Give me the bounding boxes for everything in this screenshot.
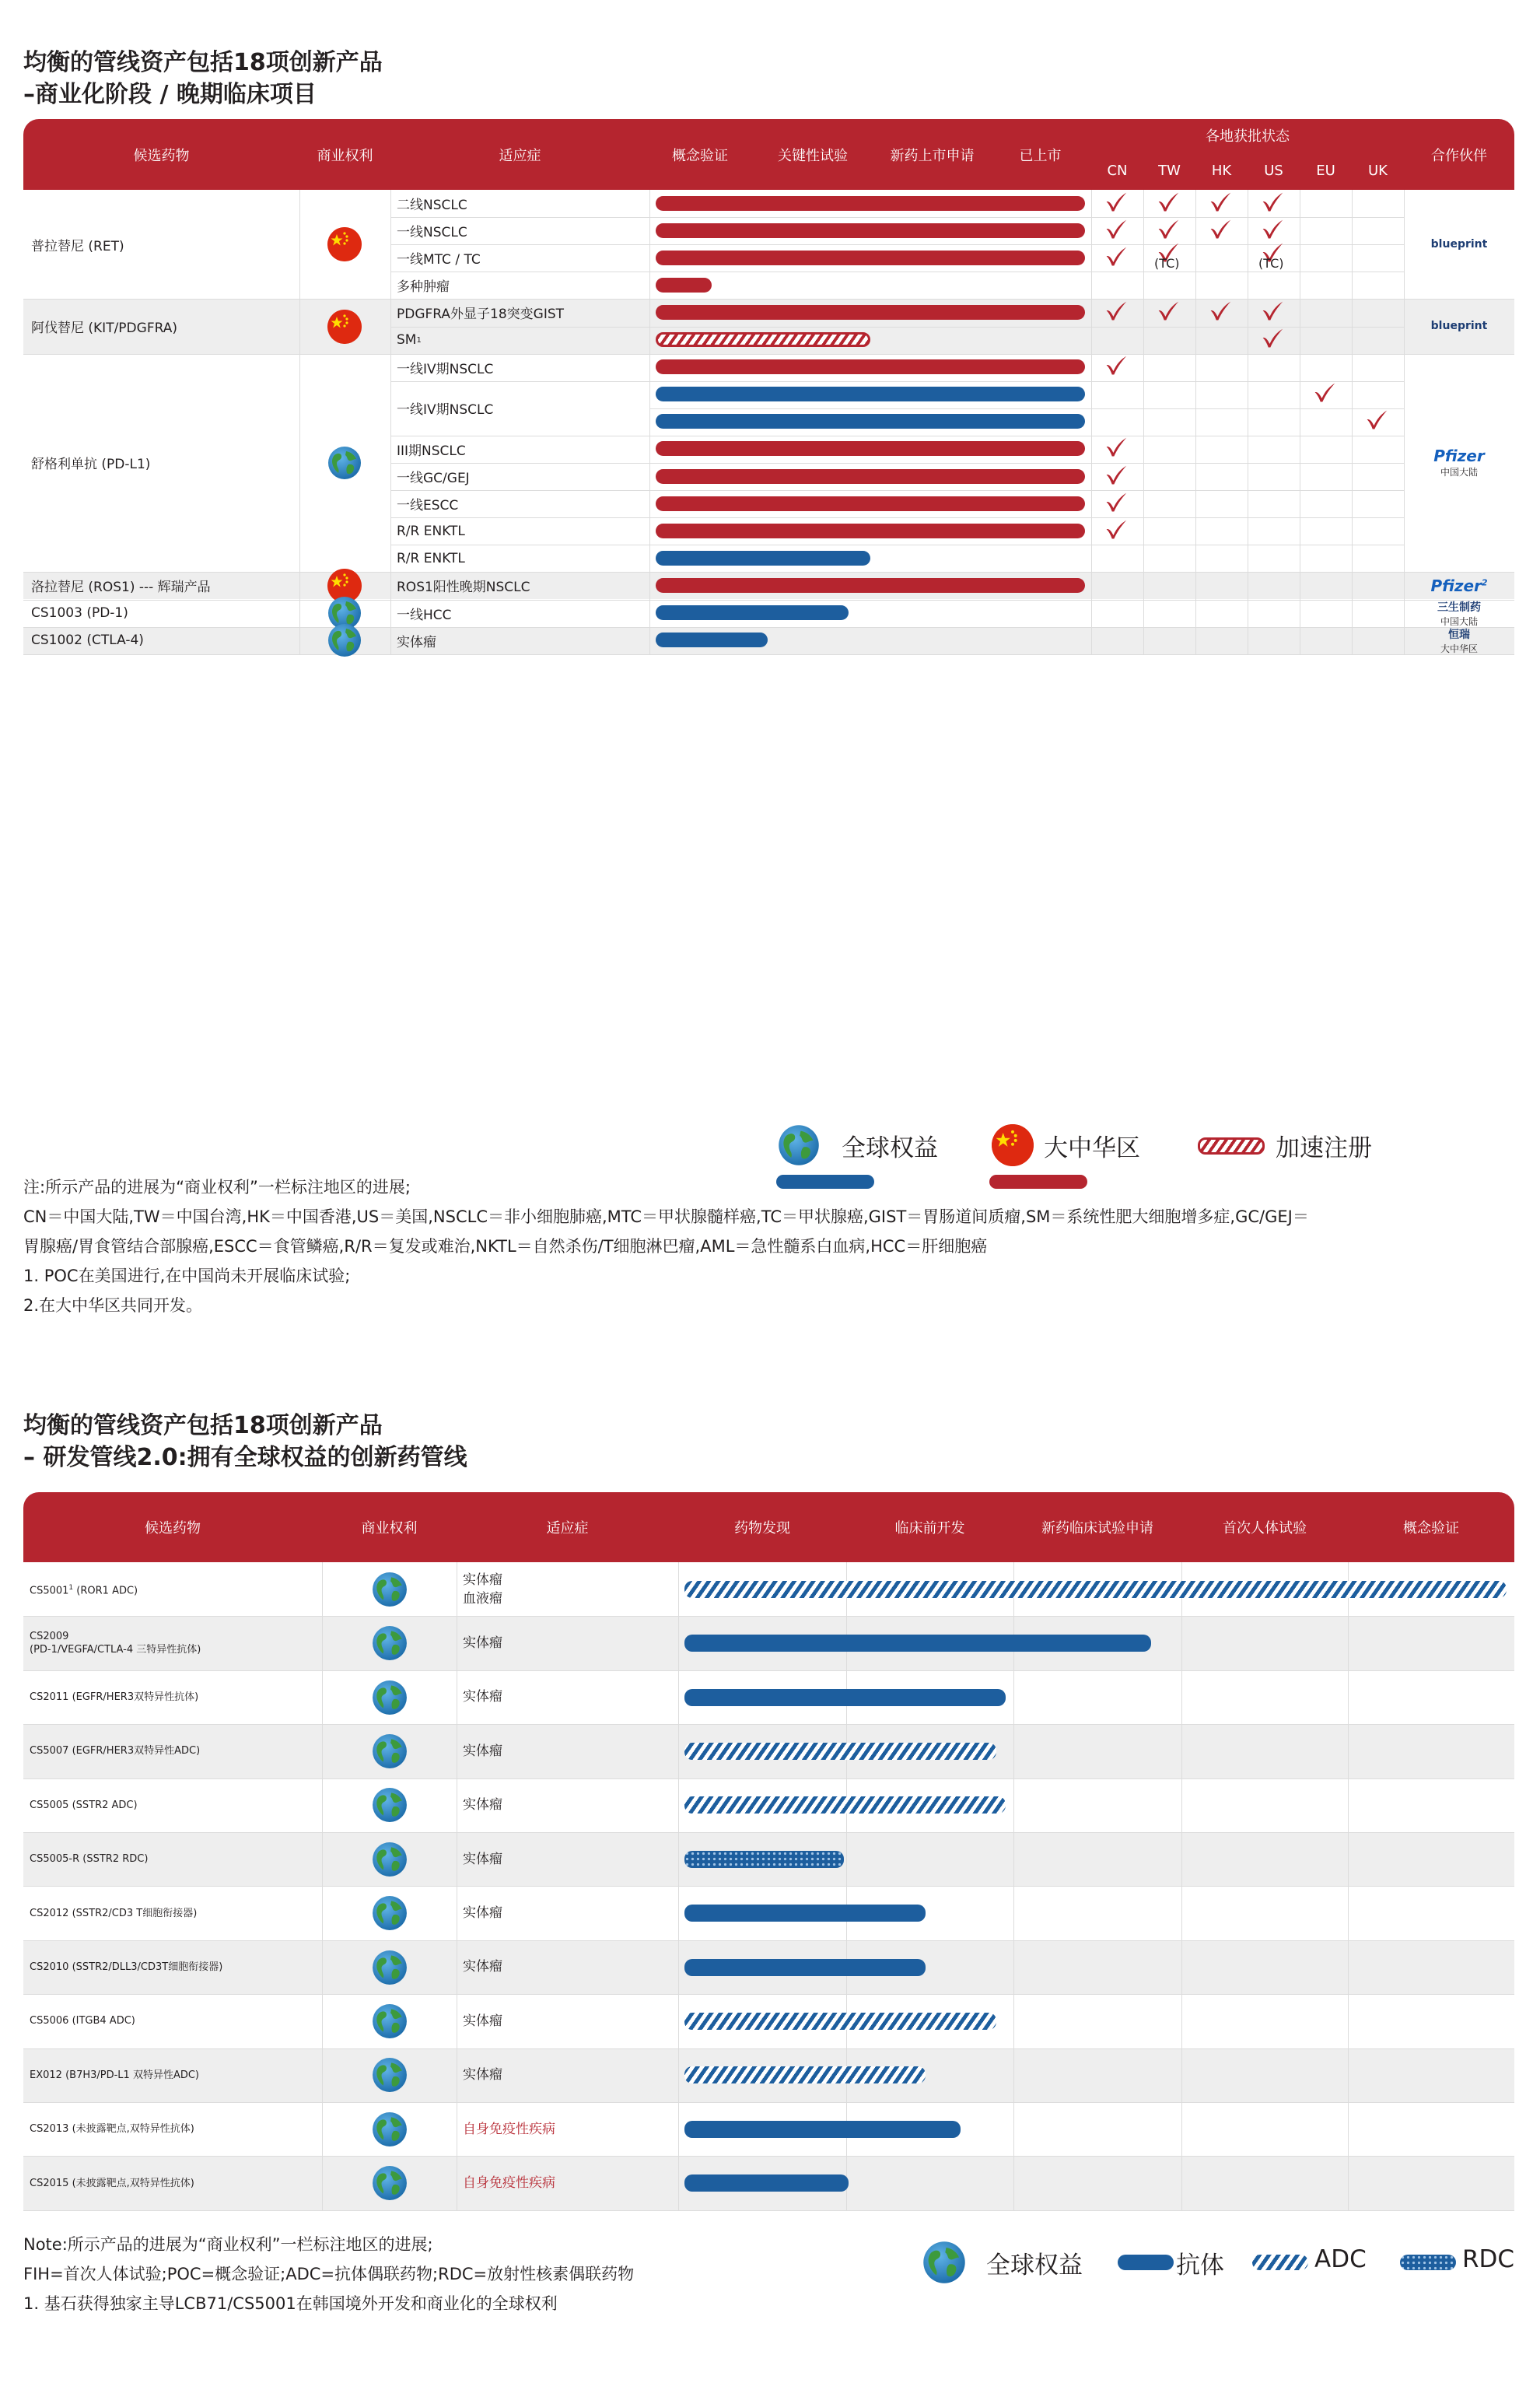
legend2-global-label: 全球权益 [986, 2252, 1083, 2280]
drug-name: 舒格利单抗 (PD-L1) [31, 457, 151, 473]
header2-rights: 商业权利 [361, 1520, 418, 1537]
drug-name-text [30, 2069, 199, 2082]
drug-target: (EGFR/HER3双特异性抗体) [72, 1691, 199, 1703]
grid-vline [1195, 190, 1196, 654]
progress-bar [656, 469, 1085, 484]
section1-title-line1: 均衡的管线资产包括18项创新产品 [23, 49, 383, 76]
progress-bar [684, 2013, 996, 2030]
indication-line: 实体瘤 [463, 2067, 502, 2083]
partner-name: blueprint [1430, 238, 1488, 251]
drug-code: CS5006 [30, 2015, 69, 2027]
approval-check-icon [1260, 218, 1285, 241]
note1-line3: 胃腺癌/胃食管结合部腺癌,ESCC＝食管鳞癌,R/R＝复发或难治,NKTL＝自然杀伤/T细胞淋巴瘤,AML＝急性髓系白血病,HCC＝肝细胞癌 [23, 1237, 988, 1256]
section2-title-line2: – 研发管线2.0:拥有全球权益的创新药管线 [23, 1444, 467, 1471]
header2-preclinical: 临床前开发 [894, 1520, 965, 1537]
indication-line: 实体瘤 [463, 2013, 502, 2029]
drug-name: CS1003 (PD-1) [31, 605, 128, 622]
drug-target: (SSTR2/CD3 T细胞衔接器) [72, 1907, 198, 1919]
header2-fih: 首次人体试验 [1223, 1520, 1307, 1537]
progress-bar [656, 359, 1085, 374]
drug-code: CS5007 [30, 1745, 69, 1757]
grid-hline [23, 654, 1514, 655]
indication-label [463, 2156, 555, 2210]
globe-icon [372, 1733, 408, 1769]
grid-vline [1091, 190, 1092, 654]
drug-target: (ITGB4 ADC) [72, 2015, 135, 2027]
indication-label: 多种肿瘤 [397, 279, 450, 296]
grid-vline [390, 190, 391, 654]
drug-name: 阿伐替尼 (KIT/PDGFRA) [31, 320, 177, 336]
indication-footnote: 1 [416, 335, 422, 345]
indication-label [463, 1994, 502, 2048]
header-drug: 候选药物 [133, 147, 190, 164]
drug-code: CS2013 [30, 2123, 69, 2136]
approval-check-icon [1364, 408, 1389, 432]
drug-name [30, 1670, 317, 1724]
progress-bar [656, 196, 1085, 211]
legend1-global-bar [776, 1175, 874, 1189]
drug-target: (EGFR/HER3双特异性ADC) [72, 1745, 201, 1757]
indication-label: 一线ESCC [397, 498, 459, 514]
progress-bar [684, 1796, 1006, 1814]
approval-check-icon [1260, 191, 1285, 214]
header-region-us: US [1264, 163, 1283, 179]
legend1-accelerated-label: 加速注册 [1276, 1134, 1372, 1162]
drug-name: CS1002 (CTLA-4) [31, 633, 144, 649]
partner-logo [1404, 299, 1514, 353]
drug-name [30, 2102, 317, 2156]
drug-name [30, 1994, 317, 2048]
indication-label [463, 1616, 502, 1670]
drug-target: (PD-1/VEGFA/CTLA-4 三特异性抗体) [30, 1644, 201, 1656]
indication-label: 二线NSCLC [397, 198, 467, 214]
legend2-rdc-label: RDC [1462, 2245, 1515, 2273]
grid-hline [649, 408, 1404, 409]
grid-vline [1143, 190, 1144, 654]
globe-icon [327, 623, 362, 657]
drug-name-text [30, 2177, 194, 2190]
indication-line: 实体瘤 [463, 1635, 502, 1652]
header2-ind: 新药临床试验申请 [1041, 1520, 1153, 1537]
section1-title-line2: –商业化阶段 / 晚期临床项目 [23, 81, 317, 108]
drug-code: EX012 [30, 2069, 62, 2081]
partner-name: Pfizer [1433, 447, 1485, 466]
grid-hline [390, 517, 1404, 518]
drug-name-text [30, 2014, 135, 2027]
drug-code: CS2011 [30, 1691, 69, 1703]
note2-line1: Note:所示产品的进展为“商业权利”一栏标注地区的进展; [23, 2235, 433, 2254]
header-poc: 概念验证 [672, 147, 728, 164]
progress-bar [656, 605, 849, 620]
partner-logo [1404, 572, 1514, 599]
drug-footnote: 1 [68, 1583, 74, 1592]
drug-name [30, 1616, 317, 1670]
grid-hline [390, 217, 1404, 218]
approval-check-icon [1104, 191, 1129, 214]
approval-check-icon [1208, 300, 1233, 323]
drug-name-text [30, 1961, 222, 1974]
drug-target: (SSTR2 RDC) [82, 1853, 149, 1866]
indication-label [463, 1724, 502, 1778]
header-approval-status: 各地获批状态 [1206, 128, 1290, 145]
section2-title-line1: 均衡的管线资产包括18项创新产品 [23, 1412, 383, 1439]
partner-logo [1404, 190, 1514, 299]
indication-label [463, 2102, 555, 2156]
indication-label: 实体瘤 [397, 634, 436, 650]
globe-icon [372, 1680, 408, 1715]
progress-bar [656, 305, 1085, 320]
section2-title [23, 1410, 467, 1474]
progress-bar [656, 251, 1085, 265]
grid-vline [299, 190, 300, 654]
legend2-rdc-bar [1400, 2255, 1456, 2270]
approval-check-icon [1104, 464, 1129, 487]
grid-hline [390, 463, 1404, 464]
partner-region: 中国大陆 [1440, 467, 1478, 478]
china-flag-icon [327, 310, 362, 344]
drug-name [30, 1832, 317, 1886]
header2-poc: 概念验证 [1403, 1520, 1459, 1537]
progress-bar [656, 223, 1085, 238]
legend1-global-label: 全球权益 [842, 1134, 938, 1162]
partner-name: Pfizer$^2$ [1430, 576, 1488, 595]
legend1-china-bar [989, 1175, 1087, 1189]
globe-icon [372, 1950, 408, 1985]
indication-line: 实体瘤 [463, 1959, 502, 1975]
partner-region: 中国大陆 [1440, 615, 1478, 627]
header2-indication: 适应症 [546, 1520, 589, 1537]
progress-bar [684, 1635, 1151, 1652]
indication-label: 一线HCC [397, 607, 452, 623]
drug-code: CS5005 [30, 1799, 69, 1811]
header-rights: 商业权利 [317, 147, 373, 164]
legend1-accelerated-bar [1198, 1137, 1265, 1155]
drug-name-text [30, 1582, 138, 1597]
approval-check-icon [1104, 491, 1129, 514]
partner-logo [1404, 627, 1514, 654]
grid-hline [390, 381, 1404, 382]
indication-label: SM 1 [397, 332, 422, 349]
drug-name-text [30, 1691, 198, 1704]
partner-name: blueprint [1430, 320, 1488, 333]
indication-line: 实体瘤 [463, 1851, 502, 1867]
indication-line: 实体瘤 [463, 1905, 502, 1922]
approval-check-icon [1156, 218, 1181, 241]
globe-icon [372, 2057, 408, 2093]
drug-code: CS5001 [30, 1584, 69, 1596]
drug-name-text [30, 1630, 201, 1656]
indication-label [463, 1940, 502, 1994]
drug-name [30, 1778, 317, 1832]
progress-bar [656, 414, 1085, 429]
drug-name [30, 2048, 317, 2102]
table1-header [23, 119, 1514, 190]
drug-target: (ROR1 ADC) [76, 1584, 138, 1596]
header-region-cn: CN [1107, 163, 1128, 179]
approval-tc-note: (TC) [1258, 256, 1284, 272]
header2-discovery: 药物发现 [734, 1520, 790, 1537]
drug-name [30, 2156, 317, 2210]
grid-vline [649, 190, 650, 654]
progress-bar [684, 1689, 1006, 1706]
indication-line: 实体瘤 [463, 1689, 502, 1705]
note1-line1: 注:所示产品的进展为“商业权利”一栏标注地区的进展; [23, 1178, 411, 1197]
progress-bar [684, 2174, 849, 2192]
globe-icon [372, 1787, 408, 1823]
drug-code: CS2010 [30, 1961, 69, 1973]
indication-label: 一线MTC / TC [397, 252, 481, 268]
globe-icon [327, 446, 362, 480]
drug-code: CS2015 [30, 2177, 69, 2189]
legend2-globe-icon [922, 2241, 966, 2284]
grid-hline [390, 327, 1404, 328]
drug-name-text [30, 1744, 200, 1757]
drug-name-text [30, 2122, 194, 2136]
rd-pipeline-table [23, 1492, 1514, 2211]
indication-label [463, 1778, 502, 1832]
header-region-uk: UK [1368, 163, 1388, 179]
approval-check-icon [1156, 191, 1181, 214]
header-launched: 已上市 [1019, 147, 1062, 164]
globe-icon [372, 2165, 408, 2201]
drug-target: (未披露靶点,双特异性抗体) [72, 2177, 194, 2189]
progress-bar [656, 633, 768, 647]
note1-line2: CN＝中国大陆,TW＝中国台湾,HK＝中国香港,US＝美国,NSCLC＝非小细胞肺癌,MTC＝甲状腺髓样癌,TC＝甲状腺癌,GIST＝胃肠道间质瘤,SM＝系统性肥大细胞增多症,GC/GEJ＝ [23, 1207, 1309, 1226]
approval-check-icon [1208, 218, 1233, 241]
grid-vline [1352, 190, 1353, 654]
legend2-adc-label: ADC [1314, 2245, 1367, 2273]
note1-line5: 2.在大中华区共同开发。 [23, 1296, 203, 1315]
partner-logo [1404, 600, 1514, 627]
indication-line: 实体瘤 [463, 1743, 502, 1759]
indication-label: ROS1阳性晚期NSCLC [397, 580, 530, 596]
header-region-tw: TW [1158, 163, 1181, 179]
approval-check-icon [1104, 354, 1129, 377]
drug-code: CS2012 [30, 1907, 69, 1919]
approval-check-icon [1104, 436, 1129, 459]
grid-hline [390, 244, 1404, 245]
header2-drug: 候选药物 [145, 1520, 201, 1537]
progress-bar [656, 578, 1085, 593]
drug-code: CS5005-R [30, 1853, 80, 1866]
drug-name: 普拉替尼 (RET) [31, 238, 124, 254]
drug-name [30, 1724, 317, 1778]
progress-bar [656, 551, 870, 566]
progress-bar [656, 332, 870, 347]
legend1-globe-icon [778, 1124, 820, 1166]
drug-name: 洛拉替尼 (ROS1) --- 辉瑞产品 [31, 580, 211, 596]
grid-hline [390, 490, 1404, 491]
indication-label: 一线IV期NSCLC [397, 402, 494, 419]
progress-bar [656, 524, 1085, 538]
drug-target: (B7H3/PD-L1 双特异性ADC) [65, 2069, 200, 2081]
partner-name: 三生制药 [1437, 601, 1481, 614]
progress-bar [656, 278, 712, 293]
drug-name-text [30, 1907, 197, 1920]
legend2-antibody-bar [1118, 2255, 1174, 2270]
header-partner: 合作伙伴 [1431, 147, 1487, 164]
indication-label [463, 1886, 502, 1940]
approval-check-icon [1104, 518, 1129, 541]
drug-target: (SSTR2/DLL3/CD3T细胞衔接器) [72, 1961, 223, 1973]
progress-bar [684, 1905, 926, 1922]
indication-label: PDGFRA外显子18突变GIST [397, 307, 565, 323]
progress-bar [684, 1581, 1507, 1598]
globe-icon [372, 2111, 408, 2147]
approval-check-icon [1208, 191, 1233, 214]
approval-check-icon [1156, 300, 1181, 323]
note2-line2: FIH=首次人体试验;POC=概念验证;ADC=抗体偶联药物;RDC=放射性核素偶联药物 [23, 2265, 635, 2283]
indication-line: 自身免疫性疾病 [463, 2121, 555, 2137]
section1-title [23, 47, 383, 110]
progress-bar [656, 441, 1085, 456]
partner-logo [1404, 354, 1514, 573]
legend2-adc-bar [1252, 2255, 1308, 2270]
partner-region: 大中华区 [1440, 643, 1478, 654]
globe-icon [372, 1625, 408, 1661]
approval-check-icon [1104, 245, 1129, 268]
progress-bar [684, 1851, 844, 1868]
approval-tc-note: (TC) [1154, 256, 1180, 272]
late-stage-pipeline-table [23, 119, 1514, 1103]
indication-label: 一线NSCLC [397, 225, 467, 241]
indication-line: 自身免疫性疾病 [463, 2175, 555, 2192]
indication-line: 实体瘤 [463, 1572, 502, 1588]
header-indication: 适应症 [499, 147, 541, 164]
progress-bar [684, 1959, 926, 1976]
drug-target: (未披露靶点,双特异性抗体) [72, 2123, 194, 2136]
indication-label: III期NSCLC [397, 443, 466, 459]
indication-label [463, 1670, 502, 1724]
legend1-china-flag-icon [992, 1124, 1034, 1166]
progress-bar [656, 387, 1085, 401]
approval-check-icon [1312, 381, 1337, 405]
progress-bar [684, 2066, 926, 2083]
drug-name [30, 1562, 317, 1616]
grid-hline [23, 2210, 1514, 2211]
legend2-antibody-label: 抗体 [1176, 2252, 1224, 2280]
drug-code: CS2009 [30, 1631, 69, 1643]
legend1-china-label: 大中华区 [1044, 1134, 1140, 1162]
partner-footnote: 2 [1481, 577, 1488, 588]
globe-icon [372, 1572, 408, 1607]
header-region-eu: EU [1316, 163, 1335, 179]
indication-label [463, 1832, 502, 1886]
indication-label [463, 2048, 502, 2102]
indication-line: 血液瘤 [463, 1590, 502, 1607]
indication-label: 一线IV期NSCLC [397, 361, 494, 377]
header-pivotal: 关键性试验 [778, 147, 848, 164]
progress-bar [684, 1743, 996, 1760]
progress-bar [684, 2121, 961, 2138]
indication-label: R/R ENKTL [397, 550, 465, 566]
drug-target: (SSTR2 ADC) [72, 1799, 138, 1811]
approval-check-icon [1104, 218, 1129, 241]
drug-name-text [30, 1852, 148, 1866]
china-flag-icon [327, 227, 362, 261]
note2-line3: 1. 基石获得独家主导LCB71/CS5001在韩国境外开发和商业化的全球权利 [23, 2294, 558, 2313]
partner-name: 恒瑞 [1448, 628, 1470, 641]
approval-check-icon [1260, 300, 1285, 323]
drug-name-text [30, 1799, 138, 1812]
approval-check-icon [1260, 327, 1285, 350]
header-region-hk: HK [1211, 163, 1232, 179]
note1-line4: 1. POC在美国进行,在中国尚未开展临床试验; [23, 1267, 351, 1285]
globe-icon [372, 1842, 408, 1877]
progress-bar [656, 496, 1085, 511]
approval-check-icon [1104, 300, 1129, 323]
indication-label: 一线GC/GEJ [397, 471, 470, 487]
header-nda: 新药上市申请 [890, 147, 975, 164]
drug-name [30, 1886, 317, 1940]
indication-label: R/R ENKTL [397, 523, 465, 539]
indication-line: 实体瘤 [463, 1797, 502, 1814]
table2-header [23, 1492, 1514, 1562]
drug-name [30, 1940, 317, 1994]
globe-icon [372, 2003, 408, 2039]
globe-icon [372, 1895, 408, 1931]
indication-label [463, 1562, 502, 1616]
